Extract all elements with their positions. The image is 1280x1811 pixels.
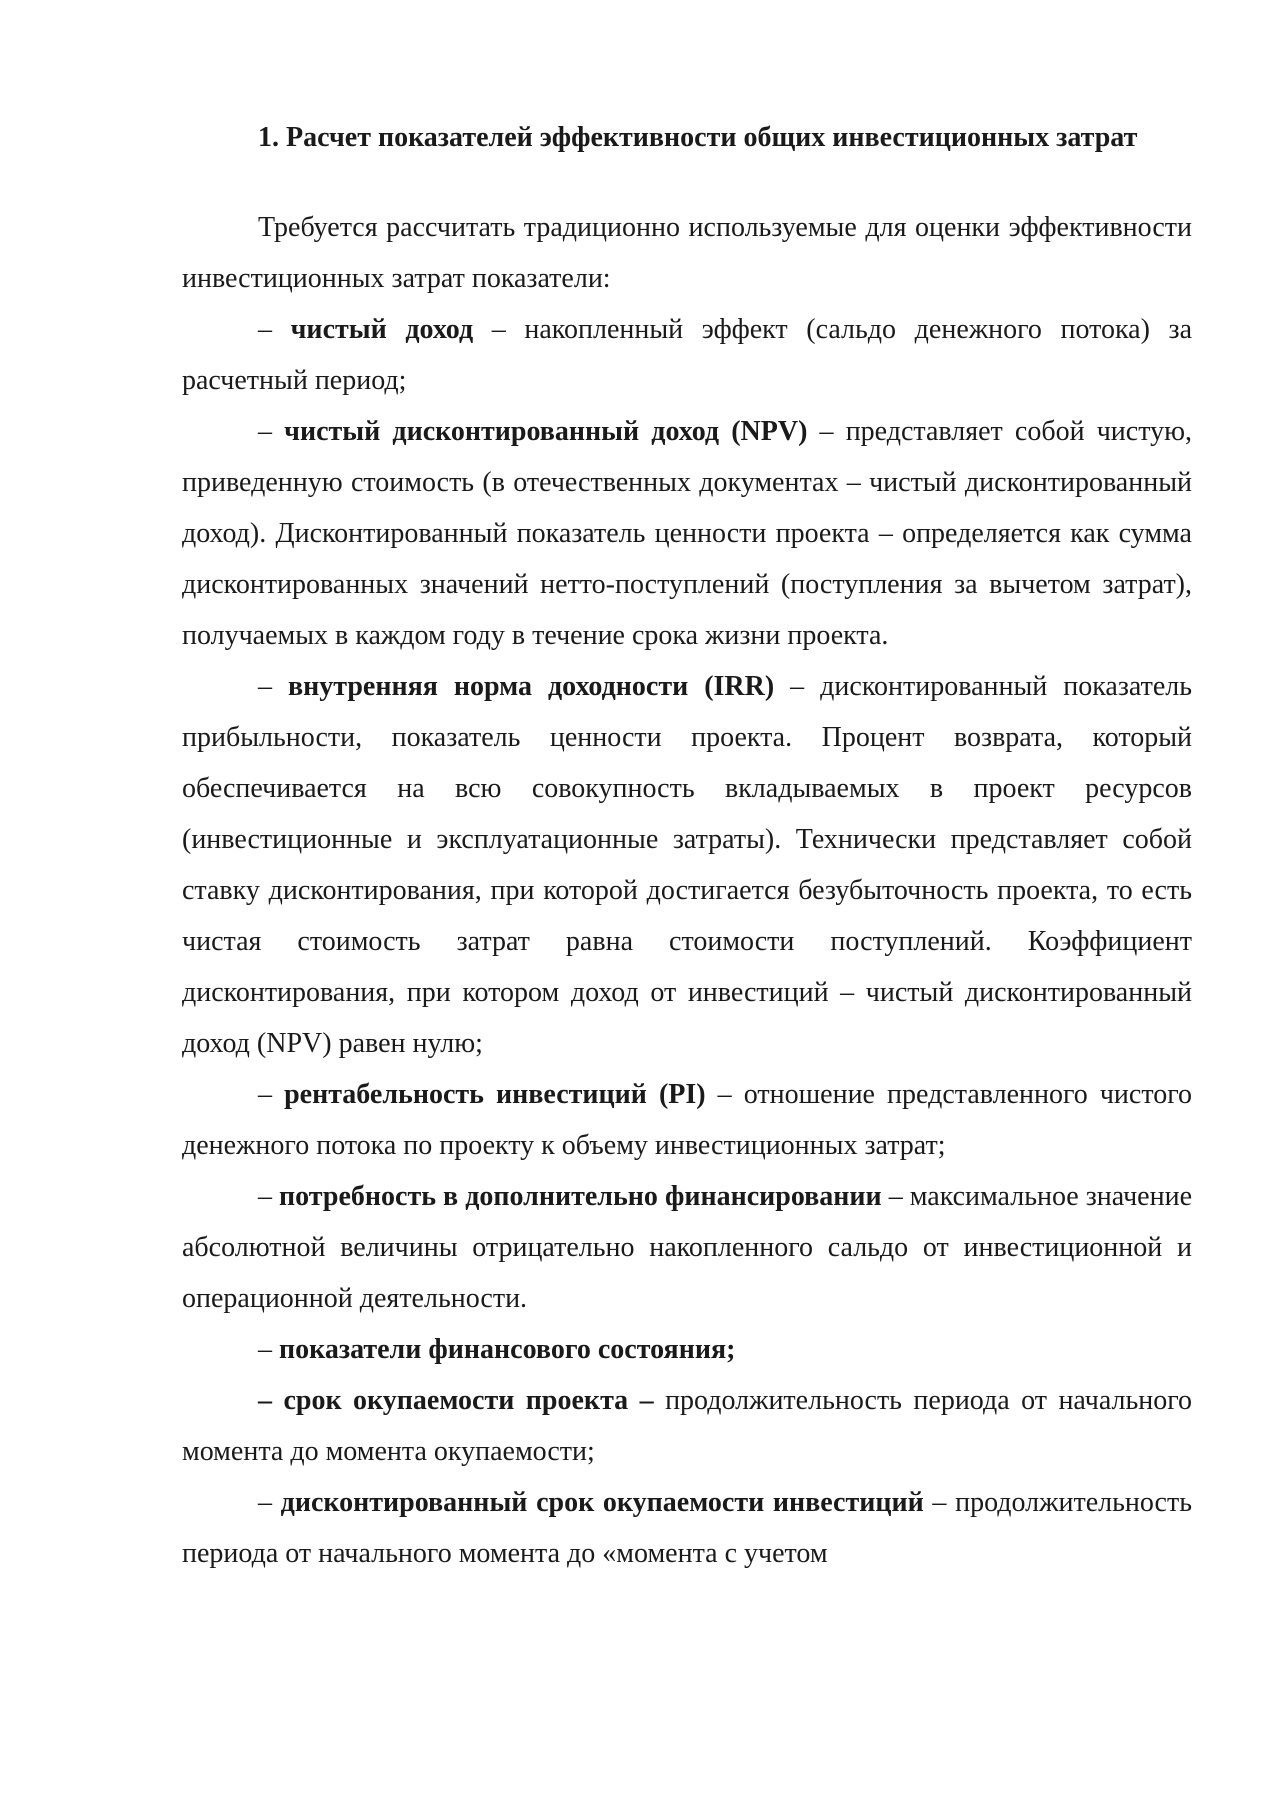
list-item (182, 1069, 1192, 1171)
item-term: дисконтированный срок окупаемости инвестиций (280, 1487, 924, 1518)
item-text: – дисконтированный показатель прибыльности, показатель ценности проекта. Процент возврата, который обеспечивается на всю совокупность вкладываемых в проект ресурсов (инвестиционные и эксплуатационные затраты). Технически представляет собой ставку дисконтирования, при которой достигается безубыточность проекта, то есть чистая стоимость затрат равна стоимости поступлений. Коэффициент дисконтирования, при котором доход от инвестиций – чистый дисконтированный доход (NPV) равен нулю; (182, 671, 1193, 1059)
item-text: – отношение представленного чистого денежного потока по проекту к объему инвестиционных затрат; (182, 1079, 1192, 1161)
item-text: – представляет собой чистую, приведенную стоимость (в отечественных документах – чистый дисконтированный доход). Дисконтированный показатель ценности проекта – определяется как сумма дисконтированных значений нетто-поступлений (поступления за вычетом затрат), получаемых в каждом году в течение срока жизни проекта. (182, 416, 1193, 651)
list-item (182, 1324, 1192, 1375)
list-item (182, 406, 1192, 661)
item-term: потребность в дополнительно финансировании (279, 1181, 882, 1212)
intro-paragraph: Требуется рассчитать традиционно используемые для оценки эффективности инвестиционных затрат показатели: (182, 212, 1192, 294)
item-text: – максимальное значение абсолютной величины отрицательно накопленного сальдо от инвестиционной и операционной деятельности. (182, 1181, 1193, 1314)
document-page (182, 112, 1192, 1579)
item-dash: – (258, 314, 291, 345)
item-term: чистый дисконтированный доход (NPV) (284, 416, 808, 447)
item-dash: – (258, 671, 288, 702)
item-dash: – (258, 1334, 279, 1365)
item-dash: – (258, 1079, 285, 1110)
item-term: показатели финансового состояния; (279, 1334, 736, 1365)
item-text: – продолжительность периода от начального момента до «момента с учетом (182, 1487, 1192, 1569)
item-term: – срок окупаемости проекта – (258, 1385, 654, 1416)
item-dash: – (258, 1487, 281, 1518)
item-dash: – (258, 1181, 280, 1212)
item-dash: – (258, 416, 285, 447)
list-item (182, 304, 1192, 406)
list-item (182, 661, 1192, 1069)
list-item (182, 1171, 1192, 1324)
item-term: внутренняя норма доходности (IRR) (287, 671, 775, 702)
list-item (182, 1477, 1192, 1579)
item-text: продолжительность периода от начального момента до момента окупаемости; (182, 1385, 1192, 1467)
list-item (182, 1375, 1192, 1477)
item-term: чистый доход (290, 314, 474, 345)
item-term: рентабельность инвестиций (PI) (284, 1079, 706, 1110)
item-text: – накопленный эффект (сальдо денежного потока) за расчетный период; (182, 314, 1193, 396)
section-heading: 1. Расчет показателей эффективности общих инвестиционных затрат (258, 122, 1138, 153)
